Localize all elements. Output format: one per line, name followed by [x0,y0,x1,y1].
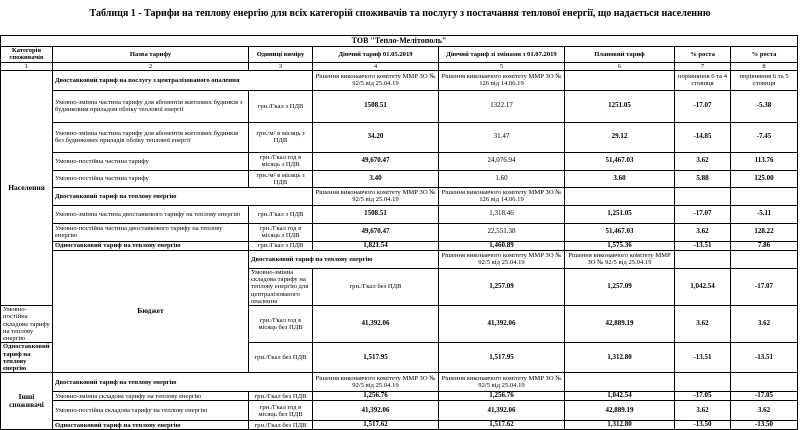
header-tariff-0105: Діючий тариф 01.05.2019 [313,47,439,63]
row-name: Одноставковий тариф на теплову енергію [53,241,249,250]
decision-text: Рішення виконавчого комітету ММР ЗО № 126 від 14.06.19 [439,70,565,90]
cell-value: 3.62 [675,223,731,241]
category-population: Населення [1,70,53,305]
cell-value: 3.60 [565,170,675,187]
cell-value: -13.50 [675,421,731,430]
col-number: 8 [731,62,798,70]
cell-value: -13.50 [731,421,798,430]
cell-value: 1,256.76 [439,392,565,401]
cell-value: 1,517.95 [439,343,565,373]
section-title: Двоставковий тариф на послугу з централізованого опалення [53,70,313,90]
row-unit: грн./Гкал без ПДВ [313,268,439,305]
cell-value: -17.05 [675,392,731,401]
cell-value: -13.51 [675,343,731,373]
header-tariff-name: Назва тарифу [53,47,249,63]
table-row [1,392,798,401]
cell-value: 1,257.09 [439,268,565,305]
cell-value: 1,312.80 [565,343,675,373]
cell-value: 113.76 [731,152,798,170]
table-row [1,170,798,187]
decision-text: Рішення виконавчого комітету ММР ЗО № 92/5 від 25.04.19 [439,373,565,392]
row-name: Умовно-постійна частина тарифу [53,170,249,187]
row-name: Умовно-змінна складова тарифу на теплову енергію для централізованого опалення [249,268,313,305]
comparison-note: порівняння 6 та 5 стовпця [731,70,798,90]
col-number: 5 [439,62,565,70]
table-row [1,205,798,223]
row-name: Умовно-постійна частина двоставкового тарифу на теплову енергію [53,223,249,241]
cell-value: -13.51 [675,241,731,250]
row-name: Умовно-змінна частина тарифу для абонентів житлових будинків без будинкових приладів обліку теплової енергії [53,122,249,152]
row-unit: грн./м² в місяць з ПДВ [249,170,313,187]
cell-value: 7.86 [731,241,798,250]
cell-value: 51,467.03 [565,223,675,241]
section-title: Двоставковий тариф на теплову енергію [249,250,439,268]
table-row [1,223,798,241]
cell-value: 3.62 [731,401,798,421]
cell-value: -5.11 [731,205,798,223]
cell-value: 24,076.94 [439,152,565,170]
cell-value: 1,257.09 [565,268,675,305]
cell-value: 125.00 [731,170,798,187]
cell-value: 49,670.47 [313,152,439,170]
header-pct-1: % роста [675,47,731,63]
cell-value: 1508.51 [313,205,439,223]
cell-value: 41,392.06 [439,306,565,343]
row-unit: грн./Гкал без ПДВ [249,392,313,401]
decision-text: Рішення виконавчого комітету ММР ЗО № 92/5 від 25.04.19 [439,250,565,268]
cell-value: 1,517.95 [313,343,439,373]
header-category: Категорія споживачів [1,47,53,63]
row-unit: грн./м² в місяць з ПДВ [249,122,313,152]
cell-value: 41,392.06 [313,306,439,343]
section-title-row [1,187,798,205]
row-name: Одноставковий тариф на теплову енергію [53,421,249,430]
cell-value: 22,551.38 [439,223,565,241]
category-other: Інші споживачі [1,373,53,430]
cell-value: 1,042.54 [565,392,675,401]
decision-text: Рішення виконавчого комітету ММР ЗО № 92/5 від 25.04.19 [313,70,439,90]
cell-value: 1,312.80 [565,421,675,430]
cell-value: 1,042.54 [675,268,731,305]
table-row [1,152,798,170]
section-title: Двоставковий тариф на теплову енергію [53,373,313,392]
column-number-row [1,62,798,70]
row-name: Умовно-змінна частина двоставкового тарифу на теплову енергію [53,205,249,223]
section-title-row [1,70,798,90]
section-title-row [1,250,798,268]
header-planned: Плановий тариф [565,47,675,63]
cell-value: 42,889.19 [565,306,675,343]
row-unit: грн./Гкал без ПДВ [249,421,313,430]
table-row [1,421,798,430]
row-unit: грн./Гкал з ПДВ [249,241,313,250]
cell-value: -17.07 [731,268,798,305]
org-row [1,36,798,47]
comparison-note: порівняння 6 та 4 стовпця [675,70,731,90]
section-title-row [1,373,798,392]
row-name: Умовно-постійна частина тарифу [53,152,249,170]
row-unit: грн./Гкал год в місяць без ПДВ [249,306,313,343]
cell-value: -13.51 [731,343,798,373]
cell-value: 34.20 [313,122,439,152]
tariff-table [0,35,798,430]
cell-value: 3.62 [675,152,731,170]
decision-text: Рішення виконавчого комітету ММР ЗО № 92/5 від 25.04.19 [313,187,439,205]
category-budget: Бюджет [53,250,249,373]
row-name: Умовно-змінна складова тарифу на теплову енергію [53,392,249,401]
cell-value: 1,821.54 [313,241,439,250]
header-row [1,47,798,63]
cell-value: 3.62 [675,401,731,421]
header-unit: Одиниці виміру [249,47,313,63]
row-name: Одноставковий тариф на теплову енергію [1,343,53,373]
cell-value: -7.45 [731,122,798,152]
cell-value: 3.40 [313,170,439,187]
cell-value: 1,318.46 [439,205,565,223]
cell-value: 1,575.36 [565,241,675,250]
cell-value: 49,670.47 [313,223,439,241]
row-unit: грн./Гкал год в місяць з ПДВ [249,223,313,241]
header-tariff-0107: Діючий тариф зі змінами з 01.07.2019 [439,47,565,63]
col-number: 3 [249,62,313,70]
cell-value: -5.38 [731,90,798,122]
cell-value: -17.07 [675,90,731,122]
cell-value: 29.12 [565,122,675,152]
cell-value: -17.05 [731,392,798,401]
row-unit: грн./Гкал з ПДВ [249,90,313,122]
row-unit: грн./Гкал без ПДВ [249,343,313,373]
col-number: 7 [675,62,731,70]
org-name: ТОВ "Тепло-Мелітополь" [1,36,798,47]
cell-value: 1,517.62 [439,421,565,430]
cell-value: 5.88 [675,170,731,187]
cell-value: -14.85 [675,122,731,152]
row-unit: грн./Гкал год в місяць з ПДВ [249,152,313,170]
cell-value: 1,460.89 [439,241,565,250]
cell-value: 1,517.62 [313,421,439,430]
row-name: Умовно-змінна частина тарифу для абонентів житлових будинків з будинковим приладом обліку теплової енергії [53,90,249,122]
cell-value: 31.47 [439,122,565,152]
col-number: 1 [1,62,53,70]
row-unit: грн./Гкал год в місяць без ПДВ [249,401,313,421]
cell-value: 3.62 [731,306,798,343]
cell-value: 41,392.06 [313,401,439,421]
cell-value: 1,251.05 [565,205,675,223]
row-name: Умовно-постійна складова тарифу на теплову енергію [53,401,249,421]
header-pct-2: % роста [731,47,798,63]
col-number: 4 [313,62,439,70]
cell-value: 1322.17 [439,90,565,122]
decision-text: Рішення виконавчого комітету ММР ЗО № 92/5 від 25.04.19 [565,250,675,268]
cell-value: 42,889.19 [565,401,675,421]
cell-value: 41,392.06 [439,401,565,421]
cell-value: 51,467.03 [565,152,675,170]
decision-text: Рішення виконавчого комітету ММР ЗО № 92/5 від 25.04.19 [313,373,439,392]
row-name: Умовно-постійна складова тарифу на теплову енергію [1,306,53,343]
cell-value: 1251.05 [565,90,675,122]
section-title: Двоставковий тариф на теплову енергію [53,187,313,205]
cell-value: 128.22 [731,223,798,241]
document-title: Таблиця 1 - Тарифи на теплову енергію для всіх категорій споживачів та послугу з постачання теплової енергії, що надається населенню [89,8,711,19]
table-row [1,122,798,152]
col-number: 2 [53,62,249,70]
cell-value: 1,256.76 [313,392,439,401]
cell-value: 1508.51 [313,90,439,122]
table-row [1,401,798,421]
cell-value: 1.60 [439,170,565,187]
cell-value: -17.07 [675,205,731,223]
table-row [1,241,798,250]
table-row [1,90,798,122]
decision-text: Рішення виконавчого комітету ММР ЗО № 126 від 14.06.19 [439,187,565,205]
col-number: 6 [565,62,675,70]
row-unit: грн./Гкал з ПДВ [249,205,313,223]
cell-value: 3.62 [675,306,731,343]
